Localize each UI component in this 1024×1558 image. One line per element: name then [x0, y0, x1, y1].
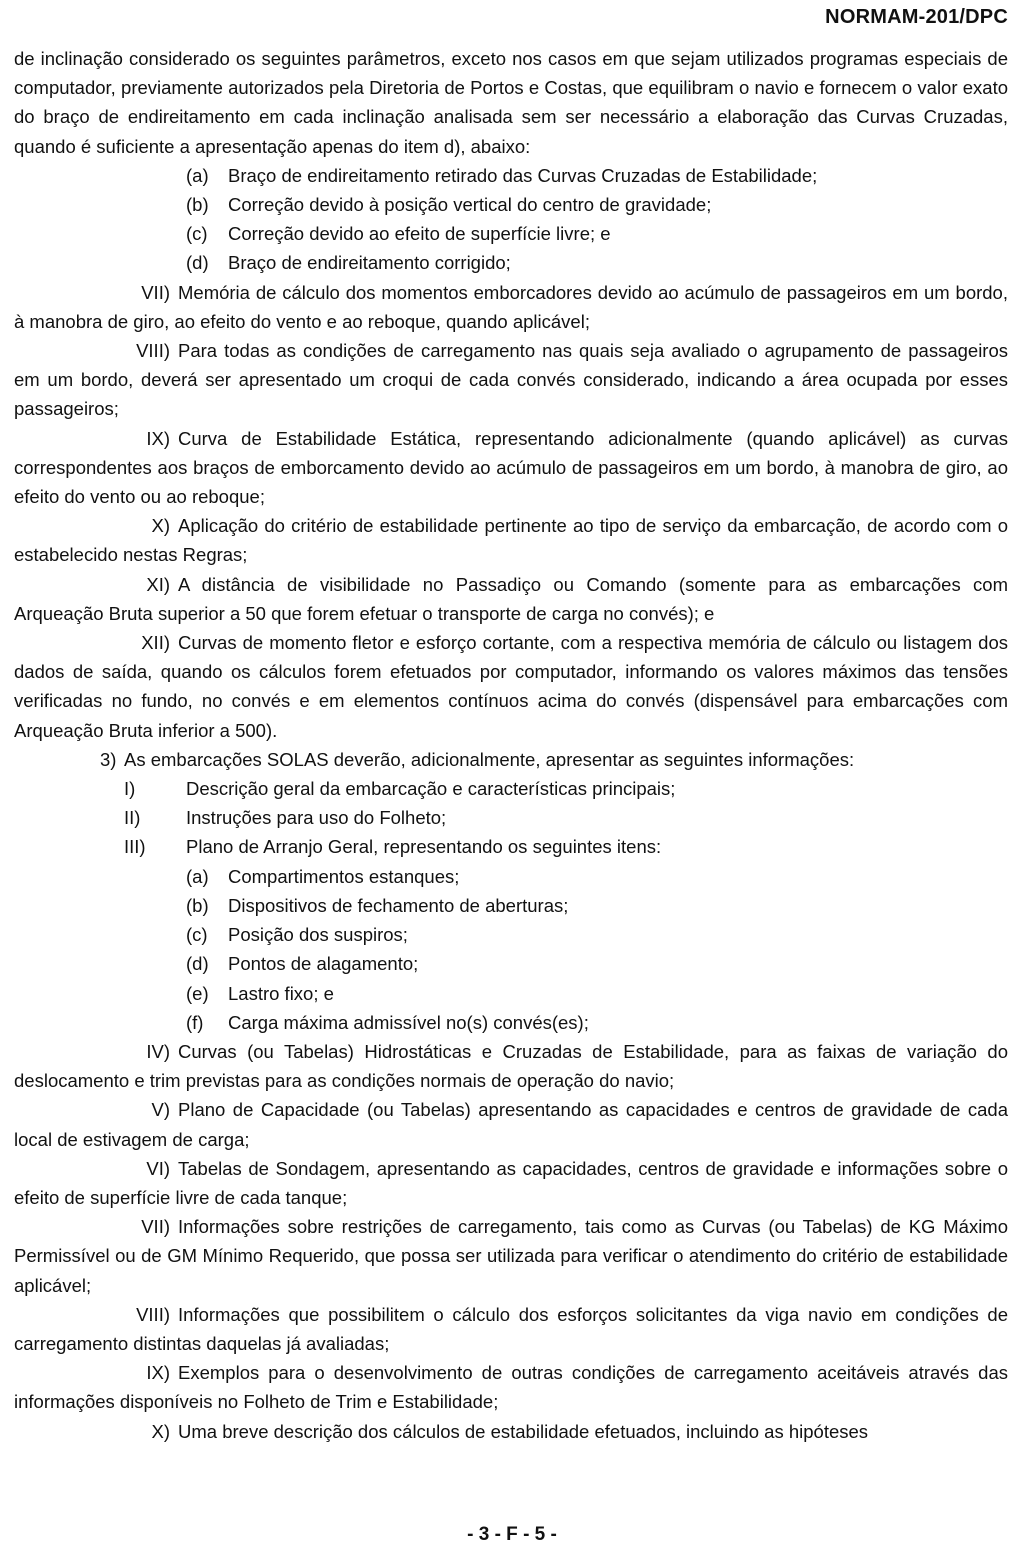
list-item: VI) Tabelas de Sondagem, apresentando as capacidades, centros de gravidade e informações sobre o efeito de superfície livre de cada tanque;: [14, 1157, 1008, 1208]
list-item: (f) Carga máxima admissível no(s) convés(es);: [186, 1011, 589, 1033]
list-item: VIII) Informações que possibilitem o cálculo dos esforços solicitantes da viga navio em condições de carregamento distintas daquelas já avaliadas;: [14, 1303, 1008, 1354]
roman-list-a: [14, 278, 1008, 745]
list-item: X) Uma breve descrição dos cálculos de estabilidade efetuados, incluindo as hipóteses: [151, 1420, 869, 1442]
list-item: (c) Correção devido ao efeito de superfície livre; e: [186, 223, 611, 245]
list-item: XII) Curvas de momento fletor e esforço cortante, com a respectiva memória de cálculo ou listagem dos dados de saída, quando os cálculos forem efetuados por computador, informando os valores máximos das tensões verificadas no fundo, no convés e em elementos contínuos acima do convés (dispensável para embarcações com Arqueação Bruta inferior a 500).: [14, 632, 1008, 741]
document-code: NORMAM-201/DPC: [825, 6, 1008, 28]
list-item: (a) Compartimentos estanques;: [186, 865, 460, 887]
page-number: - 3 - F - 5 -: [467, 1524, 557, 1545]
list-item: V) Plano de Capacidade (ou Tabelas) apresentando as capacidades e centros de gravidade de cada local de estivagem de carga;: [14, 1099, 1008, 1150]
roman-list-b: [14, 1037, 1008, 1446]
list-item: (e) Lastro fixo; e: [186, 982, 334, 1004]
list-item: VII) Memória de cálculo dos momentos emborcadores devido ao acúmulo de passageiros em um bordo, à manobra de giro, ao efeito do vento e ao reboque, quando aplicável;: [14, 281, 1008, 332]
list-item: IV) Curvas (ou Tabelas) Hidrostáticas e Cruzadas de Estabilidade, para as faixas de variação do deslocamento e trim previstas para as condições normais de operação do navio;: [14, 1040, 1008, 1092]
intro-paragraph: de inclinação considerado os seguintes parâmetros, exceto nos casos em que sejam utilizados programas especiais de computador, previamente autorizados pela Diretoria de Portos e Costas, que equilibram o navio e fornecem o valor exato do braço de endireitamento em cada inclinação analisada sem ser necessário a elaboração das Curvas Cruzadas, quando é suficiente a apresentação apenas do item d), abaixo:: [14, 48, 1008, 157]
list-item: (b) Correção devido à posição vertical do centro de gravidade;: [186, 194, 712, 216]
list-item: I) Descrição geral da embarcação e características principais;: [124, 778, 676, 800]
list-item: III) Plano de Arranjo Geral, representando os seguintes itens:: [124, 836, 662, 858]
list-item: IX) Curva de Estabilidade Estática, representando adicionalmente (quando aplicável) as curvas correspondentes aos braços de emborcamento devido ao acúmulo de passageiros em um bordo, à manobra de giro, ao efeito do vento ou ao reboque;: [14, 427, 1008, 508]
list-item: VIII) Para todas as condições de carregamento nas quais seja avaliado o agrupamento de passageiros em um bordo, deverá ser apresentado um croqui de cada convés considerado, indicando a área ocupada por esses passageiros;: [14, 340, 1008, 420]
page-body: [14, 44, 1008, 1446]
list-item: (d) Braço de endireitamento corrigido;: [186, 252, 511, 274]
list-item: (b) Dispositivos de fechamento de aberturas;: [186, 894, 569, 916]
list-item: (c) Posição dos suspiros;: [186, 924, 408, 946]
sub-list-b: [14, 862, 1008, 1037]
sub-list-a: [14, 161, 1008, 278]
list-item: IX) Exemplos para o desenvolvimento de outras condições de carregamento aceitáveis através das informações disponíveis no Folheto de Trim e Estabilidade;: [14, 1362, 1008, 1413]
list-item: XI) A distância de visibilidade no Passadiço ou Comando (somente para as embarcações com Arqueação Bruta superior a 50 que forem efetuar o transporte de carga no convés); e: [14, 573, 1008, 624]
roman-short-list: [14, 774, 1008, 862]
section-item-3: 3) As embarcações SOLAS deverão, adicionalmente, apresentar as seguintes informações:: [100, 748, 855, 770]
list-item: (d) Pontos de alagamento;: [186, 953, 419, 975]
list-item: X) Aplicação do critério de estabilidade pertinente ao tipo de serviço da embarcação, de acordo com o estabelecido nestas Regras;: [14, 515, 1008, 566]
list-item: VII) Informações sobre restrições de carregamento, tais como as Curvas (ou Tabelas) de KG Máximo Permissível ou de GM Mínimo Requerido, que possa ser utilizada para verificar o atendimento do critério de estabilidade aplicável;: [14, 1216, 1008, 1296]
list-item: (a) Braço de endireitamento retirado das Curvas Cruzadas de Estabilidade;: [186, 164, 818, 186]
list-item: II) Instruções para uso do Folheto;: [124, 807, 447, 829]
